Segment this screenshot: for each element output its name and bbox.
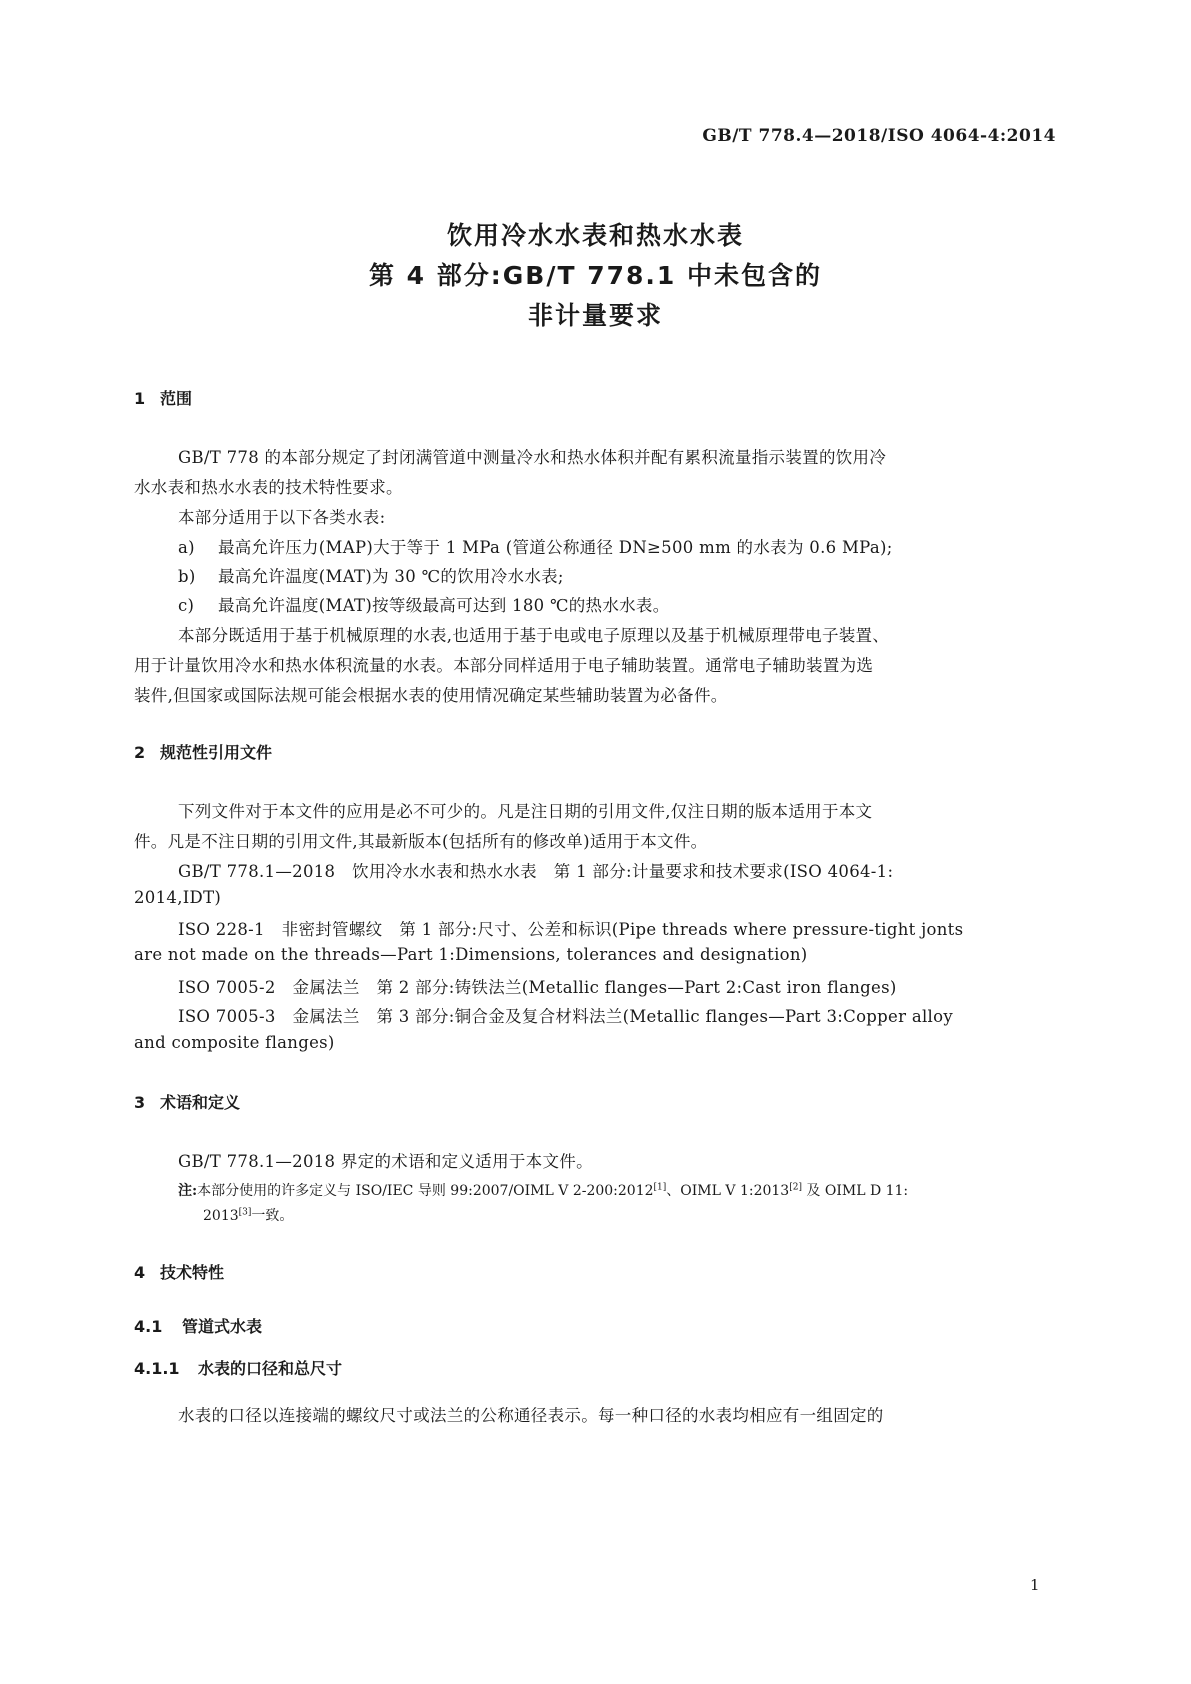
page-number: 1 — [1030, 1576, 1040, 1594]
note-line-2: 2013[3]一致。 — [203, 1207, 294, 1224]
section-4-1-heading — [134, 1314, 262, 1337]
standard-code-header: GB/T 778.4—2018/ISO 4064-4:2014 — [702, 126, 1056, 146]
list-marker: a) — [178, 538, 195, 557]
section-1-para-2: 本部分适用于以下各类水表: — [178, 508, 386, 527]
list-marker: c) — [178, 596, 195, 615]
section-2-heading — [134, 740, 272, 763]
section-number: 4.1 — [134, 1317, 163, 1336]
note-line-1: 注:本部分使用的许多定义与 ISO/IEC 导则 99:2007/OIML V 2-200:2012[1]、OIML V 1:2013[2] 及 OIML D 11: — [178, 1182, 909, 1199]
section-title: 技术特性 — [160, 1263, 225, 1282]
title-line-1: 饮用冷水水表和热水水表 — [446, 221, 744, 250]
section-2-para-1-line-1: 下列文件对于本文件的应用是必不可少的。凡是注日期的引用文件,仅注日期的版本适用于本文 — [178, 802, 873, 821]
note-label: 注: — [178, 1183, 198, 1199]
section-title: 管道式水表 — [182, 1317, 263, 1336]
section-1-heading — [134, 386, 192, 409]
citation-ref: [2] — [789, 1182, 802, 1193]
section-title: 水表的口径和总尺寸 — [198, 1359, 343, 1378]
section-3-para-1: GB/T 778.1—2018 界定的术语和定义适用于本文件。 — [178, 1152, 593, 1171]
section-1-para-1-line-2: 水水表和热水水表的技术特性要求。 — [134, 478, 403, 497]
reference-4-line-2: and composite flanges) — [134, 1033, 335, 1052]
section-1-para-3-line-3: 装件,但国家或国际法规可能会根据水表的使用情况确定某些辅助装置为必备件。 — [134, 686, 728, 705]
section-4-1-1-para-1: 水表的口径以连接端的螺纹尺寸或法兰的公称通径表示。每一种口径的水表均相应有一组固定的 — [178, 1406, 884, 1425]
section-4-1-1-heading — [134, 1356, 342, 1379]
section-2-para-1-line-2: 件。凡是不注日期的引用文件,其最新版本(包括所有的修改单)适用于本文件。 — [134, 832, 708, 851]
list-marker: b) — [178, 567, 196, 586]
citation-ref: [3] — [238, 1207, 252, 1218]
section-title: 范围 — [160, 389, 193, 408]
reference-3: ISO 7005-2 金属法兰 第 2 部分:铸铁法兰(Metallic flanges—Part 2:Cast iron flanges) — [178, 978, 897, 997]
section-number: 2 — [134, 743, 146, 762]
section-title: 规范性引用文件 — [160, 743, 273, 762]
title-line-3: 非计量要求 — [527, 301, 663, 330]
citation-ref: [1] — [653, 1182, 667, 1193]
section-number: 1 — [134, 389, 146, 408]
section-number: 3 — [134, 1093, 146, 1112]
title-line-2: 第 4 部分:GB/T 778.1 中未包含的 — [368, 261, 823, 290]
reference-1-line-1: GB/T 778.1—2018 饮用冷水水表和热水水表 第 1 部分:计量要求和技术要求(ISO 4064-1: — [178, 862, 894, 881]
section-title: 术语和定义 — [160, 1093, 241, 1112]
section-1-para-3-line-2: 用于计量饮用冷水和热水体积流量的水表。本部分同样适用于电子辅助装置。通常电子辅助装置为选 — [134, 656, 874, 675]
reference-4-line-1: ISO 7005-3 金属法兰 第 3 部分:铜合金及复合材料法兰(Metallic flanges—Part 3:Copper alloy — [178, 1007, 953, 1026]
section-4-heading — [134, 1260, 224, 1283]
section-1-para-3-line-1: 本部分既适用于基于机械原理的水表,也适用于基于电或电子原理以及基于机械原理带电子装置、 — [178, 626, 890, 645]
reference-2-line-1: ISO 228-1 非密封管螺纹 第 1 部分:尺寸、公差和标识(Pipe threads where pressure-tight jonts — [178, 920, 964, 939]
section-number: 4.1.1 — [134, 1359, 180, 1378]
section-1-para-1-line-1: GB/T 778 的本部分规定了封闭满管道中测量冷水和热水体积并配有累积流量指示装置的饮用冷 — [178, 448, 887, 467]
reference-2-line-2: are not made on the threads—Part 1:Dimensions, tolerances and designation) — [134, 945, 808, 964]
list-item: b) 最高允许温度(MAT)为 30 ℃的饮用冷水水表; — [178, 567, 564, 586]
section-number: 4 — [134, 1263, 146, 1282]
list-item: c) 最高允许温度(MAT)按等级最高可达到 180 ℃的热水水表。 — [178, 596, 670, 615]
section-3-heading — [134, 1090, 240, 1113]
reference-1-line-2: 2014,IDT) — [134, 888, 222, 907]
list-item: a) 最高允许压力(MAP)大于等于 1 MPa (管道公称通径 DN≥500 mm 的水表为 0.6 MPa); — [178, 538, 893, 557]
